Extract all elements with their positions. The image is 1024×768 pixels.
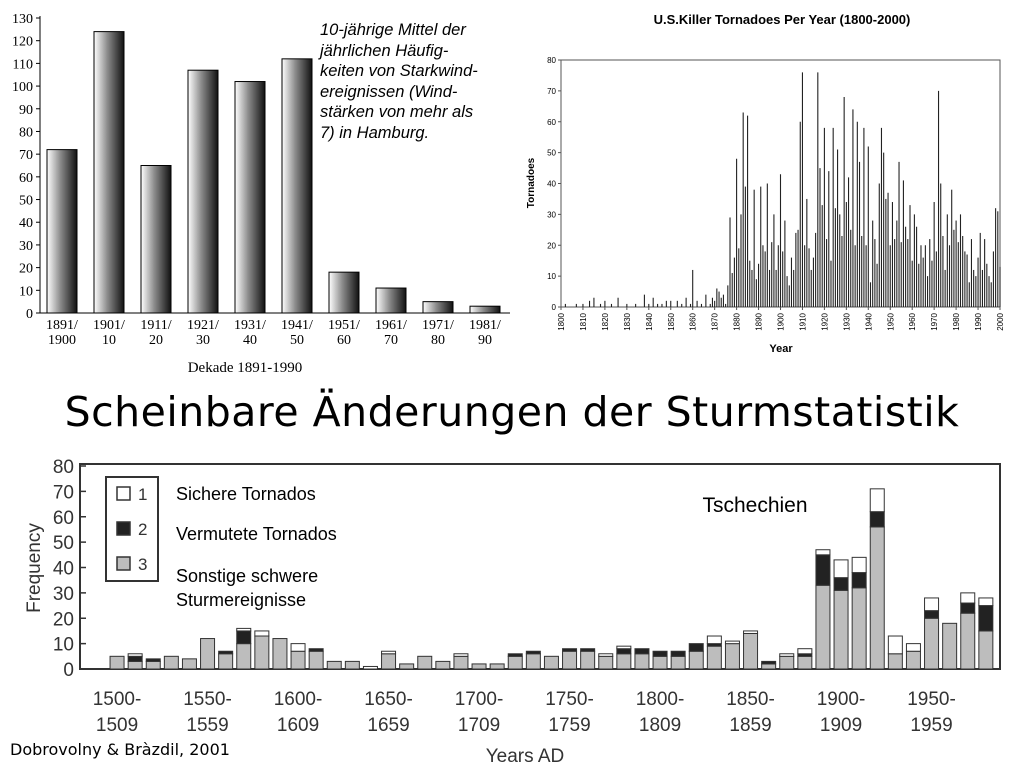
chart3-bar-segment xyxy=(400,664,414,669)
chart3-bar-segment xyxy=(925,618,939,669)
chart1-y-tick-label: 0 xyxy=(26,307,33,322)
chart1-x-tick-label: 1951/ xyxy=(328,318,360,333)
chart1-x-tick-label: 90 xyxy=(478,333,492,348)
chart1-x-tick-label: 50 xyxy=(290,333,304,348)
chart3-bar-segment xyxy=(816,585,830,669)
chart3-bar-segment xyxy=(526,654,540,669)
chart1-x-tick-label: 1911/ xyxy=(140,318,172,333)
chart3-bar-segment xyxy=(382,651,396,654)
chart1-x-tick-label: 80 xyxy=(431,333,445,348)
chart3-y-tick-label: 0 xyxy=(63,660,74,681)
chart1-y-tick-label: 110 xyxy=(12,57,33,73)
chart3-bar-segment xyxy=(617,646,631,649)
chart3-x-tick-label: 1809 xyxy=(638,715,682,736)
chart2-y-tick-label: 70 xyxy=(547,86,556,96)
chart1-note-line: ereignissen (Wind- xyxy=(320,82,458,101)
chart1-x-tick-label: 70 xyxy=(384,333,398,348)
chart2-y-tick-label: 80 xyxy=(547,56,556,65)
chart3-bar-segment xyxy=(671,656,685,669)
chart1-note-line: 7) in Hamburg. xyxy=(320,123,430,142)
chart3-bar-segment xyxy=(508,654,522,657)
chart3-x-tick-label: 1509 xyxy=(95,715,139,736)
chart3-bar-segment xyxy=(798,656,812,669)
chart3-bar-segment xyxy=(563,651,577,669)
chart1-y-tick-label: 90 xyxy=(19,102,33,118)
chart1-x-tick-label: 1961/ xyxy=(375,318,407,333)
chart3-x-tick-label: 1500- xyxy=(92,689,142,710)
chart3-y-tick-label: 50 xyxy=(52,533,74,555)
chart1-x-tick-label: 1971/ xyxy=(422,318,454,333)
chart2-ylabel: Tornadoes xyxy=(526,157,537,209)
chart3-x-tick-label: 1659 xyxy=(367,715,410,736)
chart3-x-tick-label: 1559 xyxy=(186,715,229,736)
legend-label-1: Sichere Tornados xyxy=(176,484,316,504)
chart2-x-tick-label: 1870 xyxy=(710,313,720,331)
chart2-x-tick-label: 1800 xyxy=(557,313,566,331)
chart1-x-tick-label: 1921/ xyxy=(187,318,219,333)
chart2-x-tick-label: 1960 xyxy=(908,313,918,331)
chart3-bar-segment xyxy=(870,512,884,527)
chart3-bar-segment xyxy=(454,654,468,657)
chart2-x-tick-label: 1910 xyxy=(798,313,808,331)
chart3-bar-segment xyxy=(418,656,432,669)
chart1-x-tick-label: 1901/ xyxy=(93,318,125,333)
chart3-x-tick-label: 1800- xyxy=(635,689,685,710)
chart3-bar-segment xyxy=(291,644,305,652)
chart1-y-tick-label: 20 xyxy=(19,261,33,277)
chart3-bar-segment xyxy=(472,664,486,669)
chart2-x-tick-label: 1840 xyxy=(644,313,654,331)
chart2-xlabel: Year xyxy=(769,343,793,355)
chart3-bar-segment xyxy=(925,598,939,611)
chart3-annotation: Tschechien xyxy=(702,494,808,517)
chart1-xlabel: Dekade 1891-1990 xyxy=(187,360,303,376)
legend-swatch-1 xyxy=(117,487,130,500)
chart3-bar-segment xyxy=(345,661,359,669)
legend-swatch-2 xyxy=(117,522,130,535)
chart3-y-tick-label: 10 xyxy=(52,634,74,656)
chart3-bar-segment xyxy=(454,656,468,669)
chart3-y-tick-label: 70 xyxy=(52,482,74,504)
chart1-note-line: stärken von mehr als xyxy=(320,103,474,121)
chart3-bar-segment xyxy=(925,611,939,619)
page-title: Scheinbare Änderungen der Sturmstatistik xyxy=(64,388,960,436)
chart1-x-tick-label: 1941/ xyxy=(281,318,313,333)
chart3-x-tick-label: 1850- xyxy=(726,689,775,710)
chart3-x-tick-label: 1950- xyxy=(907,689,956,710)
chart1-y-tick-label: 30 xyxy=(19,238,33,254)
chart3-bar-segment xyxy=(816,550,830,555)
chart3-bar-segment xyxy=(653,656,667,669)
chart3-bar-segment xyxy=(128,661,142,669)
chart3-bar-segment xyxy=(617,649,631,654)
legend-label-3b: Sturmereignisse xyxy=(176,590,307,610)
chart2-x-tick-label: 1990 xyxy=(974,313,984,331)
chart3-xlabel: Years AD xyxy=(485,746,565,767)
chart2-x-tick-label: 1930 xyxy=(842,313,852,331)
legend-frame xyxy=(106,477,158,581)
chart1-y-tick-label: 70 xyxy=(19,148,33,164)
chart3-bar-segment xyxy=(581,651,595,669)
chart3-x-tick-label: 1609 xyxy=(276,715,320,736)
chart1-note-line: jährlichen Häufig- xyxy=(320,41,449,60)
chart1-y-tick-label: 80 xyxy=(19,125,33,141)
chart3-bar-segment xyxy=(744,631,758,634)
chart1-x-tick-label: 20 xyxy=(149,333,163,348)
chart3-bar-segment xyxy=(961,593,975,603)
chart3-bar-segment xyxy=(563,649,577,652)
chart3-bar-segment xyxy=(852,557,866,572)
chart3-bar-segment xyxy=(599,654,613,657)
source-credit: Dobrovolny & Bràzdil, 2001 xyxy=(10,740,230,759)
chart3-bar-segment xyxy=(255,631,269,636)
chart3-x-tick-label: 1859 xyxy=(729,715,772,736)
chart3-bar-segment xyxy=(255,636,269,669)
chart1-x-tick-label: 30 xyxy=(196,333,210,348)
chart3-y-tick-label: 60 xyxy=(52,507,74,529)
chart3-bar-segment xyxy=(979,598,993,606)
chart1-y-tick-label: 60 xyxy=(19,170,33,186)
chart2-y-tick-label: 0 xyxy=(551,303,556,312)
chart3-bar-segment xyxy=(762,664,776,669)
chart2-x-tick-label: 1940 xyxy=(864,313,874,331)
chart3-bar-segment xyxy=(725,644,739,669)
chart3-bar-segment xyxy=(816,555,830,585)
chart3-bar-segment xyxy=(219,651,233,654)
chart2-y-tick-label: 40 xyxy=(547,179,556,189)
chart2-x-tick-label: 1860 xyxy=(688,313,698,331)
chart3-bar-segment xyxy=(291,651,305,669)
chart3-bar-segment xyxy=(164,656,178,669)
chart3-x-tick-label: 1759 xyxy=(548,715,591,736)
chart3-bar-segment xyxy=(490,664,504,669)
chart1-y-tick-label: 120 xyxy=(12,34,33,50)
chart3-legend xyxy=(106,477,337,610)
chart3-bar-segment xyxy=(635,649,649,654)
chart2-y-tick-label: 50 xyxy=(547,148,556,158)
chart2-x-tick-label: 1890 xyxy=(754,313,764,331)
chart1-x-tick-label: 1981/ xyxy=(469,318,501,333)
chart3-x-tick-label: 1650- xyxy=(364,689,413,710)
chart3-bar-segment xyxy=(309,651,323,669)
chart3-x-tick-label: 1550- xyxy=(183,689,232,710)
chart3-x-tick-label: 1709 xyxy=(457,715,501,736)
chart3-bar-segment xyxy=(237,631,251,644)
chart3-bar-segment xyxy=(707,646,721,669)
chart3-bar-segment xyxy=(146,659,160,662)
chart3-y-tick-label: 30 xyxy=(52,583,74,605)
chart2-x-tick-label: 1810 xyxy=(578,313,588,331)
chart2-x-tick-label: 1980 xyxy=(952,313,962,331)
chart2-y-tick-label: 60 xyxy=(547,117,556,127)
chart3-bar-segment xyxy=(617,654,631,669)
chart3-x-tick-label: 1700- xyxy=(454,689,504,710)
chart3-bar-segment xyxy=(870,489,884,512)
chart2-y-tick-label: 20 xyxy=(547,241,556,251)
chart3-bar-segment xyxy=(834,578,848,591)
chart3-bar-segment xyxy=(382,654,396,669)
chart3-bar-segment xyxy=(273,639,287,669)
chart3-bar-segment xyxy=(834,590,848,669)
chart2-x-tick-label: 1950 xyxy=(886,313,896,331)
chart3-x-tick-label: 1900- xyxy=(816,689,866,710)
legend-key-2: 2 xyxy=(138,520,148,539)
chart1-y-tick-label: 130 xyxy=(12,12,33,27)
legend-label-2: Vermutete Tornados xyxy=(176,524,337,544)
chart1-x-tick-label: 1931/ xyxy=(234,318,266,333)
chart2-x-tick-label: 1970 xyxy=(930,313,940,331)
chart3-bar-segment xyxy=(526,651,540,654)
chart3-bar-segment xyxy=(363,666,377,669)
chart3-x-tick-label: 1959 xyxy=(910,715,953,736)
chart3-x-tick-label: 1909 xyxy=(819,715,863,736)
chart3-bar-segment xyxy=(581,649,595,652)
legend-key-1: 1 xyxy=(138,485,148,504)
chart3-bar-segment xyxy=(327,661,341,669)
chart3-bar-segment xyxy=(725,641,739,644)
chart2-x-tick-label: 2000 xyxy=(996,313,1005,331)
chart3-y-tick-label: 20 xyxy=(52,609,74,631)
chart1-y-tick-label: 40 xyxy=(19,216,33,232)
chart3-bar-segment xyxy=(961,613,975,669)
chart1-x-tick-label: 60 xyxy=(337,333,351,348)
chart1-y-tick-label: 10 xyxy=(19,284,33,300)
chart3-bar-segment xyxy=(508,656,522,669)
chart3-bar-segment xyxy=(599,656,613,669)
chart3-bar-segment xyxy=(544,656,558,669)
chart3-bar-segment xyxy=(219,654,233,669)
chart3-x-tick-label: 1600- xyxy=(273,689,323,710)
legend-swatch-3 xyxy=(117,557,130,570)
chart1-y-tick-label: 100 xyxy=(12,80,33,96)
chart3-bar-segment xyxy=(237,644,251,669)
chart3-bar-segment xyxy=(780,656,794,669)
chart2-y-tick-label: 30 xyxy=(547,210,556,220)
chart3-bar-segment xyxy=(852,573,866,588)
chart3-bar-segment xyxy=(870,527,884,669)
chart3-bar-segment xyxy=(943,623,957,669)
chart2-x-tick-label: 1900 xyxy=(776,313,786,331)
chart3-bar-segment xyxy=(635,654,649,669)
chart3-bar-segment xyxy=(689,651,703,669)
chart3-bar-segment xyxy=(888,654,902,669)
chart2-x-tick-label: 1920 xyxy=(820,313,830,331)
chart1-x-tick-label: 1900 xyxy=(48,333,76,348)
chart2-x-tick-label: 1880 xyxy=(732,313,742,331)
legend-key-3: 3 xyxy=(138,555,148,574)
chart1-note-line: keiten von Starkwind- xyxy=(320,62,478,80)
chart1-y-tick-label: 50 xyxy=(19,193,33,209)
chart3-y-tick-label: 80 xyxy=(52,457,74,478)
chart3-x-tick-label: 1750- xyxy=(545,689,594,710)
legend-label-3a: Sonstige schwere xyxy=(176,566,319,586)
chart3-bar-segment xyxy=(128,656,142,661)
chart3-bar-segment xyxy=(780,654,794,657)
chart1-x-tick-label: 10 xyxy=(102,333,116,348)
chart2-title: U.S.Killer Tornadoes Per Year (1800-2000) xyxy=(653,12,911,27)
chart1-x-tick-label: 1891/ xyxy=(46,318,78,333)
chart1-note-line: 10-jährige Mittel der xyxy=(320,21,466,39)
chart3-bar-segment xyxy=(182,659,196,669)
chart2-y-tick-label: 10 xyxy=(547,272,556,282)
chart3-bar-segment xyxy=(653,651,667,656)
chart3-bar-segment xyxy=(309,649,323,652)
chart3-bar-segment xyxy=(762,661,776,664)
chart3-bar-segment xyxy=(852,588,866,669)
chart3-bar-segment xyxy=(201,639,215,669)
chart3-bar-segment xyxy=(237,628,251,631)
chart3-y-tick-label: 40 xyxy=(52,558,74,580)
chart3-bar-segment xyxy=(146,661,160,669)
chart3-bar-segment xyxy=(707,636,721,644)
chart3-bar-segment xyxy=(689,644,703,652)
chart3-bar-segment xyxy=(979,606,993,631)
chart3-bar-segment xyxy=(744,633,758,669)
chart3-bar-segment xyxy=(671,651,685,656)
chart3-bar-segment xyxy=(888,636,902,654)
chart3-bar-segment xyxy=(110,656,124,669)
chart3-ylabel: Frequency xyxy=(24,523,45,613)
chart2-x-tick-label: 1850 xyxy=(666,313,676,331)
chart3-bar-segment xyxy=(906,651,920,669)
chart3-bar-segment xyxy=(961,603,975,613)
chart1-x-tick-label: 40 xyxy=(243,333,257,348)
chart3-bar-segment xyxy=(798,649,812,654)
chart3-bar-segment xyxy=(436,661,450,669)
chart3-bar-segment xyxy=(128,654,142,657)
chart2-x-tick-label: 1830 xyxy=(622,313,632,331)
chart3-bar-segment xyxy=(979,631,993,669)
chart3-bar-segment xyxy=(906,644,920,652)
chart3-bar-segment xyxy=(834,560,848,578)
chart2-x-tick-label: 1820 xyxy=(600,313,610,331)
